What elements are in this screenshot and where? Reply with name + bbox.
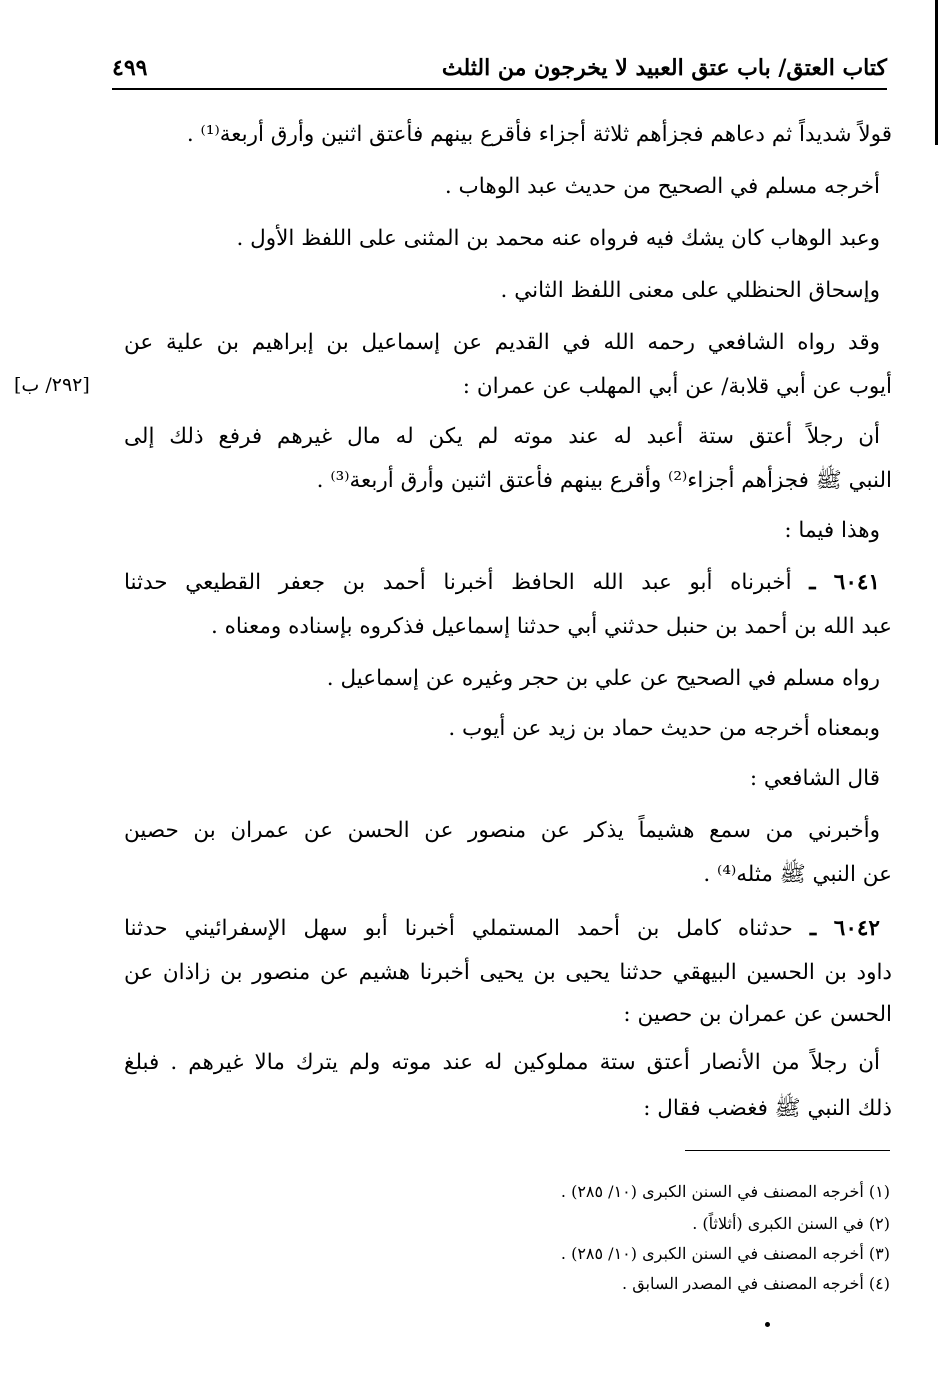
body-line: داود بن الحسين البيهقي حدثنا يحيى بن يحيى أخبرنا هشيم عن منصور بن زاذان عن <box>124 960 892 985</box>
body-line: قولاً شديداً ثم دعاهم فجزأهم ثلاثة أجزاء فأقرع بينهم فأعتق اثنين وأرق أربعة⁽¹⁾ . <box>186 122 892 147</box>
footnote: (٣) أخرجه المصنف في السنن الكبرى (١٠/ ٢٨٥) . <box>560 1244 890 1263</box>
footnote: (٤) أخرجه المصنف في المصدر السابق . <box>622 1274 890 1293</box>
body-line: أخرجه مسلم في الصحيح من حديث عبد الوهاب . <box>444 174 880 199</box>
hadith-6041-first-line <box>124 566 880 600</box>
header-title: كتاب العتق/ باب عتق العبيد لا يخرجون من الثلث <box>441 55 887 81</box>
scan-edge-bar <box>935 0 938 145</box>
body-line: عبد الله بن أحمد بن حنبل حدثني أبي حدثنا إسماعيل فذكروه بإسناده ومعناه . <box>211 614 892 639</box>
hadith-number: ٦٠٤٢ ـ <box>809 916 880 941</box>
body-line: وهذا فيما : <box>784 518 880 543</box>
body-line: وأخبرني من سمع هشيماً يذكر عن منصور عن الحسن عن عمران بن حصين <box>124 818 880 843</box>
running-header <box>112 48 887 90</box>
body-line: أن رجلاً أعتق ستة أعبد له عند موته لم يكن له مال غيرهم فرفع ذلك إلى <box>124 424 880 449</box>
footnote-separator <box>685 1150 890 1151</box>
body-line: أن رجلاً من الأنصار أعتق ستة مملوكين له عند موته ولم يترك مالا غيرهم . فبلغ <box>124 1050 880 1075</box>
body-line-text: أخبرناه أبو عبد الله الحافظ أخبرنا أحمد بن جعفر القطيعي حدثنا <box>124 570 792 595</box>
body-line: عن النبي ﷺ مثله⁽⁴⁾ . <box>703 862 892 887</box>
body-line: قال الشافعي : <box>749 766 880 791</box>
footnote: (١) أخرجه المصنف في السنن الكبرى (١٠/ ٢٨٥) . <box>560 1182 890 1201</box>
scan-speck <box>765 1322 770 1327</box>
body-line: ذلك النبي ﷺ فغضب فقال : <box>643 1096 892 1121</box>
body-line: وعبد الوهاب كان يشك فيه فرواه عنه محمد بن المثنى على اللفظ الأول . <box>236 226 880 251</box>
hadith-6042-first-line <box>124 912 880 946</box>
hadith-number: ٦٠٤١ ـ <box>809 570 880 595</box>
body-line: وقد رواه الشافعي رحمه الله في القديم عن إسماعيل بن إبراهيم بن علية عن <box>124 330 880 355</box>
body-line-text: حدثناه كامل بن أحمد المستملي أخبرنا أبو سهل الإسفرائيني حدثنا <box>124 916 793 941</box>
body-line: وإسحاق الحنظلي على معنى اللفظ الثاني . <box>500 278 880 303</box>
body-line: رواه مسلم في الصحيح عن علي بن حجر وغيره عن إسماعيل . <box>326 666 880 691</box>
body-line: الحسن عن عمران بن حصين : <box>623 1002 892 1027</box>
footnote: (٢) في السنن الكبرى (أثلاثاً) . <box>692 1214 890 1233</box>
body-line: أيوب عن أبي قلابة/ عن أبي المهلب عن عمران : <box>462 374 892 399</box>
page-number: ٤٩٩ <box>112 55 148 81</box>
manuscript-folio-note: [٢٩٢/ ب] <box>14 374 90 396</box>
body-line: وبمعناه أخرجه من حديث حماد بن زيد عن أيوب . <box>448 716 880 741</box>
body-line: النبي ﷺ فجزأهم أجزاء⁽²⁾ وأقرع بينهم فأعتق اثنين وأرق أربعة⁽³⁾ . <box>316 468 892 493</box>
